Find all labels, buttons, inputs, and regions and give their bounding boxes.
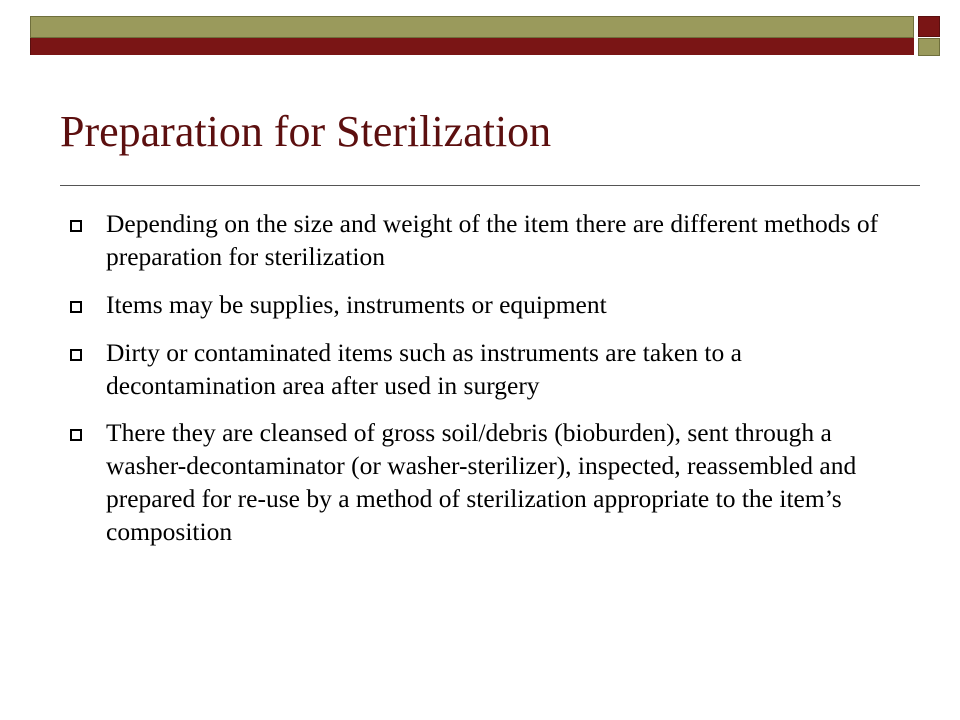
hollow-square-bullet-icon xyxy=(70,349,82,361)
header-band-maroon xyxy=(30,38,914,55)
title-divider xyxy=(60,185,920,186)
bullet-item xyxy=(60,289,910,322)
slide-title: Preparation for Sterilization xyxy=(60,107,552,156)
bullet-item xyxy=(60,208,910,274)
bullet-item xyxy=(60,417,910,549)
header-band-olive xyxy=(30,16,914,38)
bullet-text: There they are cleansed of gross soil/debris (bioburden), sent through a washer-decontaminator (or washer-sterilizer), inspected, reassembled and prepared for re-use by a method of sterilization appropriate to the item’s composition xyxy=(106,418,857,547)
bullet-text: Dirty or contaminated items such as instruments are taken to a decontamination area after used in surgery xyxy=(106,337,742,400)
bullet-item xyxy=(60,337,910,403)
hollow-square-bullet-icon xyxy=(70,429,82,441)
hollow-square-bullet-icon xyxy=(70,220,82,232)
hollow-square-bullet-icon xyxy=(70,301,82,313)
corner-block-olive xyxy=(918,38,940,56)
corner-block-maroon xyxy=(918,16,940,37)
bullet-list xyxy=(60,208,910,564)
bullet-text: Items may be supplies, instruments or equipment xyxy=(106,289,607,319)
bullet-text: Depending on the size and weight of the item there are different methods of preparation for sterilization xyxy=(106,209,879,271)
